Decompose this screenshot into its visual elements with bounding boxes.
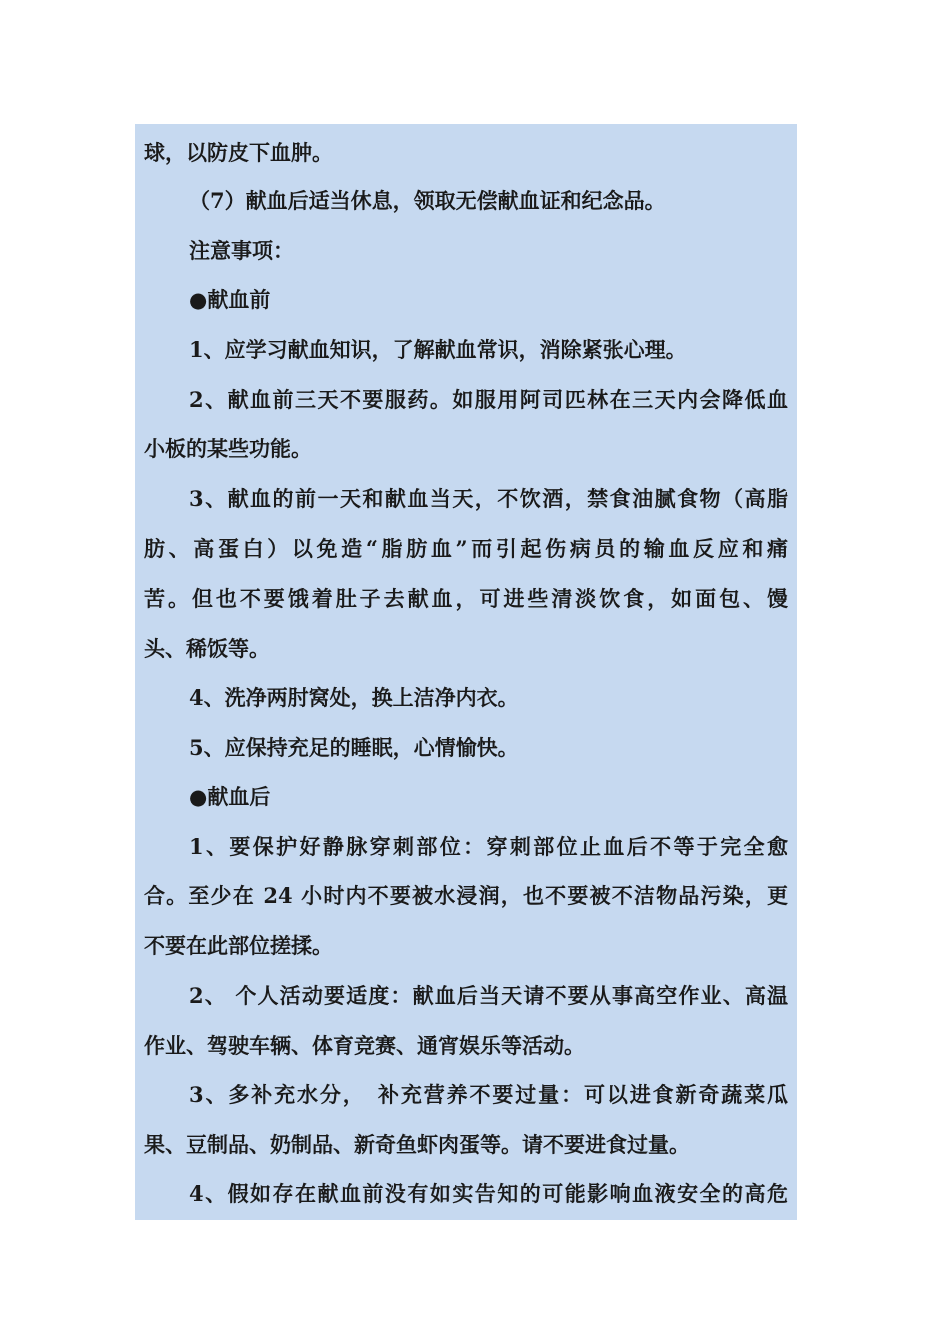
text-line: 4、洗净两肘窝处，换上洁净内衣。: [189, 685, 519, 710]
subsection-heading: ●献血后: [189, 784, 271, 809]
text-line: 苦。但也不要饿着肚子去献血，可进些清淡饮食，如面包、馒: [144, 586, 788, 611]
text-line: 2、 个人活动要适度：献血后当天请不要从事高空作业、高温: [189, 983, 788, 1008]
text-line: 1、要保护好静脉穿刺部位：穿刺部位止血后不等于完全愈: [189, 834, 788, 859]
text-line: 4、假如存在献血前没有如实告知的可能影响血液安全的高危: [189, 1181, 788, 1206]
text-line: 作业、驾驶车辆、体育竞赛、通宵娱乐等活动。: [144, 1033, 585, 1058]
text-line: 小板的某些功能。: [144, 436, 312, 461]
text-line: 肪、高蛋白）以免造“脂肪血”而引起伤病员的输血反应和痛: [144, 536, 788, 561]
text-line: 头、稀饭等。: [144, 636, 270, 661]
text-line: 2、献血前三天不要服药。如服用阿司匹林在三天内会降低血: [189, 387, 788, 412]
text-line: 3、献血的前一天和献血当天，不饮酒，禁食油腻食物（高脂: [189, 486, 788, 511]
highlighted-text-block: [135, 124, 797, 1220]
subsection-heading: ●献血前: [189, 287, 271, 312]
text-line: （7）献血后适当休息，领取无偿献血证和纪念品。: [189, 188, 666, 213]
text-line: 5、应保持充足的睡眠，心情愉快。: [189, 735, 519, 760]
text-line: 球，以防皮下血肿。: [144, 140, 333, 165]
text-line: 1、应学习献血知识，了解献血常识，消除紧张心理。: [189, 337, 687, 362]
text-line: 果、豆制品、奶制品、新奇鱼虾肉蛋等。请不要进食过量。: [144, 1132, 690, 1157]
text-line: 3、多补充水分， 补充营养不要过量：可以进食新奇蔬菜瓜: [189, 1082, 788, 1107]
section-heading: 注意事项：: [189, 238, 294, 263]
text-line: 不要在此部位搓揉。: [144, 933, 333, 958]
text-line: 合。至少在 24 小时内不要被水浸润，也不要被不洁物品污染，更: [144, 883, 788, 908]
